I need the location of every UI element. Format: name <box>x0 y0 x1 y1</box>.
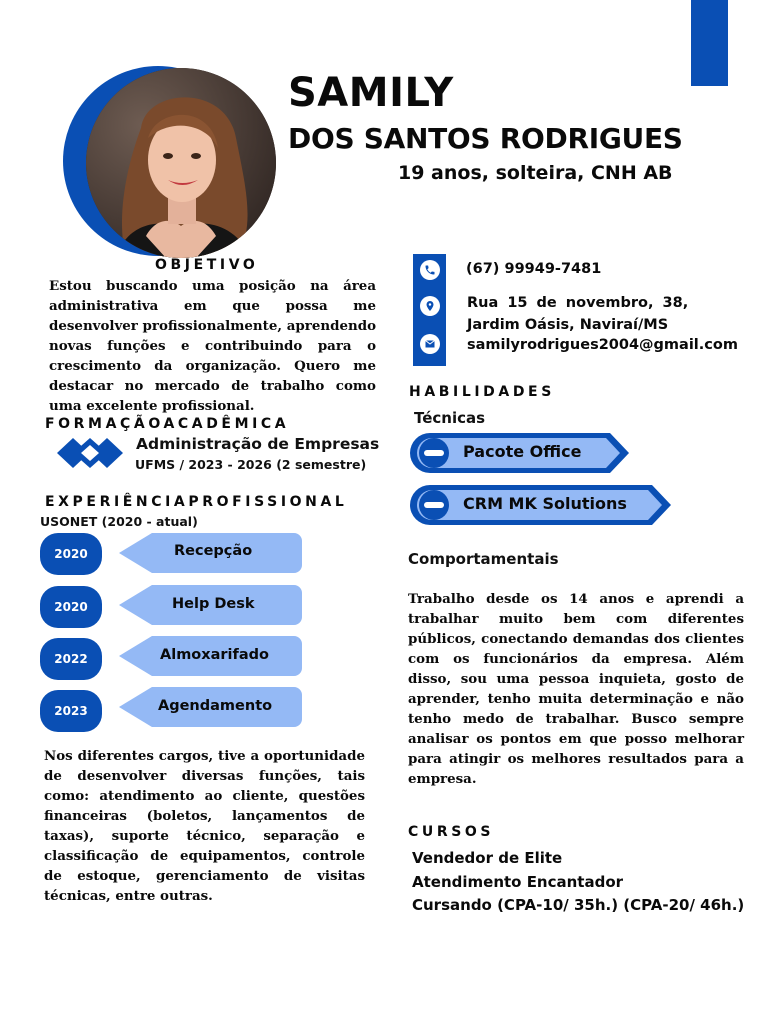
contact-address-line2: Jardim Oásis, Naviraí/MS <box>467 317 669 333</box>
mail-icon <box>420 334 440 354</box>
role-label: Recepção <box>174 543 253 559</box>
courses-title: CURSOS <box>408 824 495 840</box>
year-badge: 2022 <box>40 638 102 680</box>
year-badge: 2020 <box>40 533 102 575</box>
education-title: FORMAÇÃOACADÊMICA <box>45 416 290 432</box>
phone-icon <box>420 260 440 280</box>
experience-company: USONET (2020 - atual) <box>40 514 198 529</box>
top-accent-bar <box>691 0 728 86</box>
contact-phone: (67) 99949-7481 <box>466 261 602 277</box>
course-item: Vendedor de Elite <box>412 849 563 867</box>
contact-email: samilyrodrigues2004@gmail.com <box>467 337 738 353</box>
experience-description: Nos diferentes cargos, tive a oportunidade de desenvolver diversas funções, tais como: atendimento ao cliente, questões financeiras (boletos, lançamentos de taxas), suporte técnico, separação e classificação de equipamentos, controle de estoque, gerenciamento de visitas técnicas, entre outras. <box>44 748 365 904</box>
objective-title: OBJETIVO <box>155 257 259 273</box>
skill-pill <box>410 430 632 476</box>
last-name: DOS SANTOS RODRIGUES <box>288 122 683 155</box>
skill-label: Pacote Office <box>463 442 582 461</box>
profile-photo <box>86 68 276 258</box>
role-label: Almoxarifado <box>160 647 269 663</box>
course-item: Cursando (CPA-10/ 35h.) (CPA-20/ 46h.) <box>412 896 745 914</box>
course-item: Atendimento Encantador <box>412 873 624 891</box>
education-course: Administração de Empresas <box>136 435 380 453</box>
skill-pill <box>410 482 674 528</box>
personal-info: 19 anos, solteira, CNH AB <box>398 162 673 184</box>
role-label: Agendamento <box>158 698 273 714</box>
skills-title: HABILIDADES <box>409 384 555 400</box>
education-details: UFMS / 2023 - 2026 (2 semestre) <box>135 457 367 472</box>
location-pin-icon <box>420 296 440 316</box>
year-badge: 2020 <box>40 586 102 628</box>
experience-title: EXPERIÊNCIAPROFISSIONAL <box>45 494 348 510</box>
year-badge: 2023 <box>40 690 102 732</box>
university-logo <box>57 436 123 470</box>
skill-label: CRM MK Solutions <box>463 494 627 513</box>
first-name: SAMILY <box>288 70 454 116</box>
behavioral-skills-text: Trabalho desde os 14 anos e aprendi a trabalhar muito bem com diferentes públicos, conectando demandas dos clientes com os funcionários da empresa. Além disso, sou uma pessoa inquieta, gosto de aprender, tenho muita determinação e não tenho medo de trabalhar. Busco sempre analisar os pontos em que posso melhorar para atingir os melhores resultados para a empresa. <box>408 591 744 787</box>
objective-text: Estou buscando uma posição na área administrativa em que possa me desenvolver profissionalmente, aprendendo novas funções e contribuindo para o crescimento da organização. Quero me destacar no mercado de trabalho como uma excelente profissional. <box>49 278 376 414</box>
behavioral-skills-label: Comportamentais <box>408 550 559 568</box>
role-label: Help Desk <box>172 596 255 612</box>
contact-address-line1: Rua 15 de novembro, 38, <box>467 295 689 311</box>
contact-icon-bar <box>413 254 446 366</box>
technical-skills-label: Técnicas <box>414 409 486 427</box>
